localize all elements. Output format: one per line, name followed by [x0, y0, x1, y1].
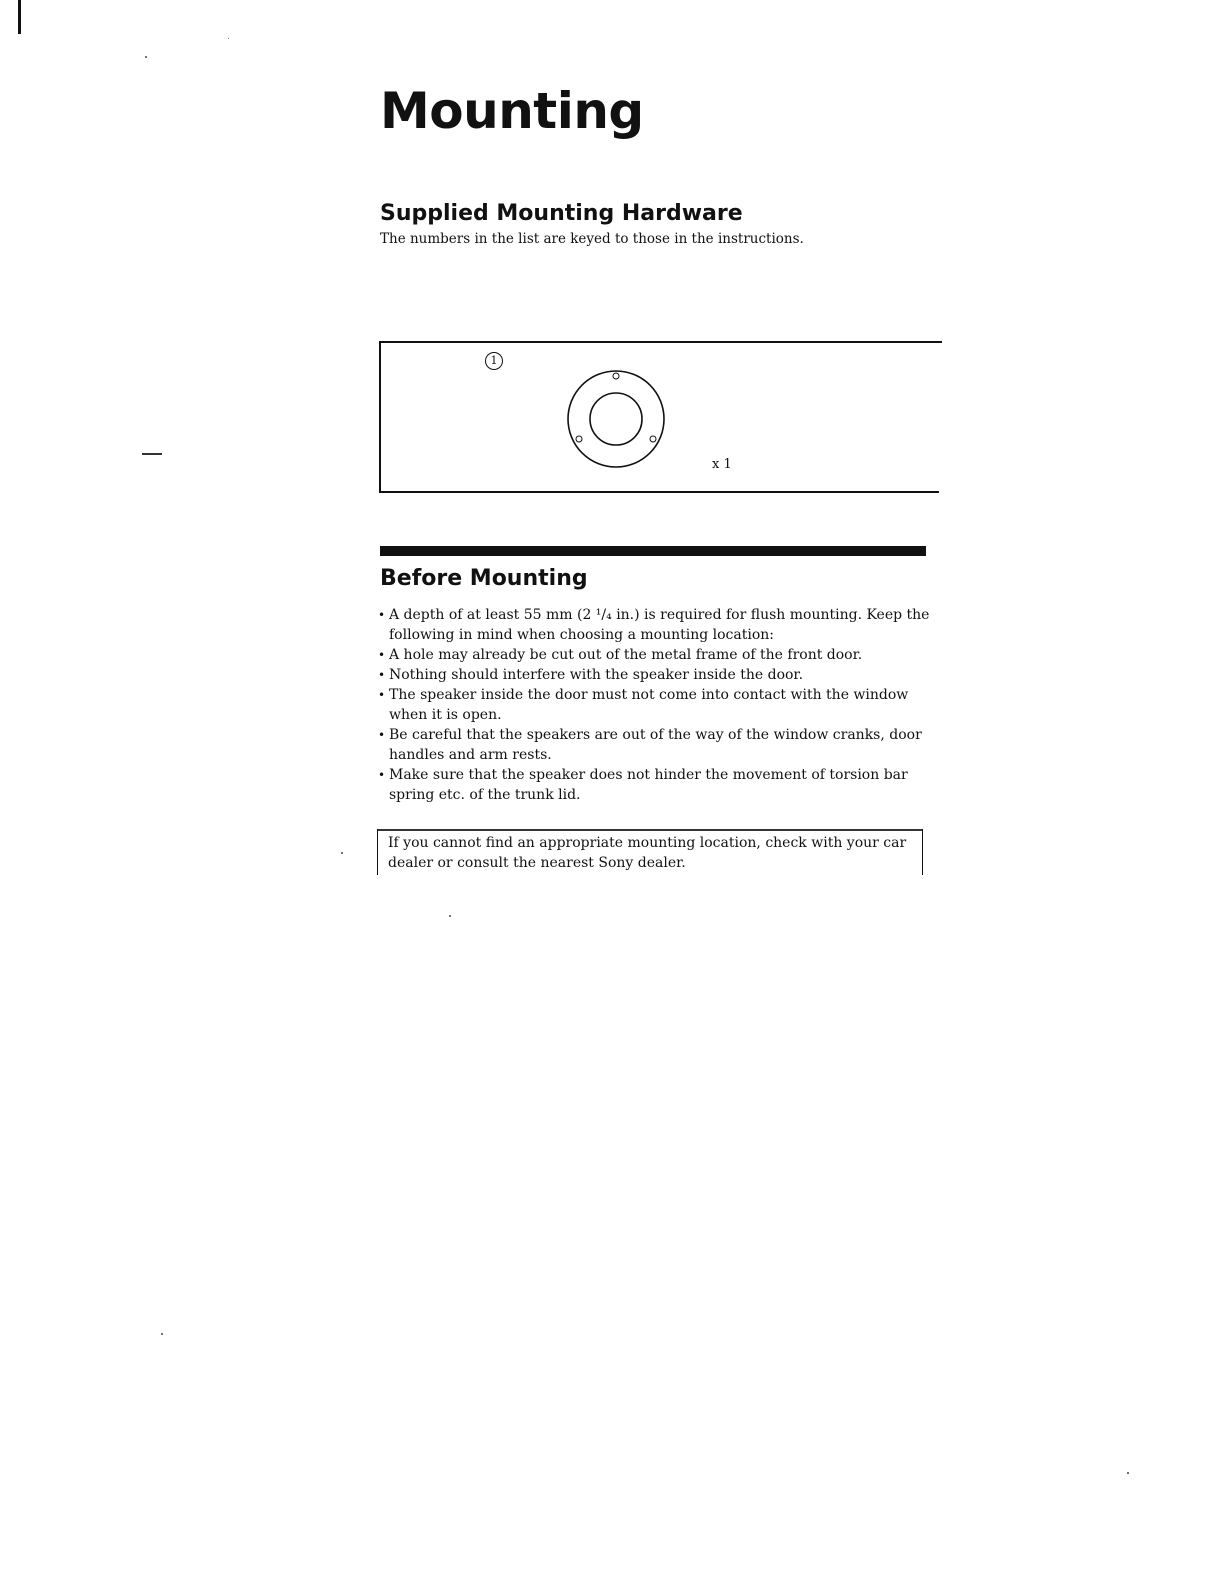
- speaker-grille-icon: [564, 367, 668, 471]
- scan-speck: [145, 56, 147, 58]
- scan-speck: [228, 38, 229, 39]
- note-box-top-border: [378, 829, 922, 831]
- item-number-badge: 1: [485, 352, 503, 370]
- box-left-border: [379, 341, 381, 493]
- box-bottom-border: [379, 491, 939, 493]
- list-item: • Nothing should interfere with the speaker inside the door.: [378, 665, 938, 685]
- scan-speck: [341, 852, 343, 854]
- before-mounting-list: [378, 605, 938, 805]
- scan-dash-mark: [142, 453, 162, 455]
- item-quantity: x 1: [712, 457, 732, 472]
- list-item: • Be careful that the speakers are out of the way of the window cranks, door handles and arm rests.: [378, 725, 938, 765]
- box-top-border: [379, 341, 942, 343]
- list-item: • A hole may already be cut out of the metal frame of the front door.: [378, 645, 938, 665]
- list-item: • Make sure that the speaker does not hinder the movement of torsion bar spring etc. of the trunk lid.: [378, 765, 938, 805]
- note-text: If you cannot find an appropriate mounting location, check with your car dealer or consult the nearest Sony dealer.: [388, 835, 907, 871]
- hardware-item-box: [379, 341, 939, 493]
- page-title: Mounting: [380, 82, 644, 140]
- scan-speck: [161, 1333, 163, 1335]
- scan-speck: [1127, 1472, 1129, 1474]
- page-edge-mark: [18, 0, 21, 34]
- before-mounting-heading: Before Mounting: [380, 566, 588, 591]
- list-item: • The speaker inside the door must not come into contact with the window when it is open.: [378, 685, 938, 725]
- scan-speck: [449, 915, 451, 917]
- supplied-hardware-heading: Supplied Mounting Hardware: [380, 201, 743, 226]
- list-item: • A depth of at least 55 mm (2 ¹/₄ in.) is required for flush mounting. Keep the following in mind when choosing a mounting location:: [378, 605, 938, 645]
- note-box: [377, 829, 923, 875]
- section-divider-bar: [380, 546, 926, 556]
- supplied-hardware-intro: The numbers in the list are keyed to those in the instructions.: [380, 231, 804, 247]
